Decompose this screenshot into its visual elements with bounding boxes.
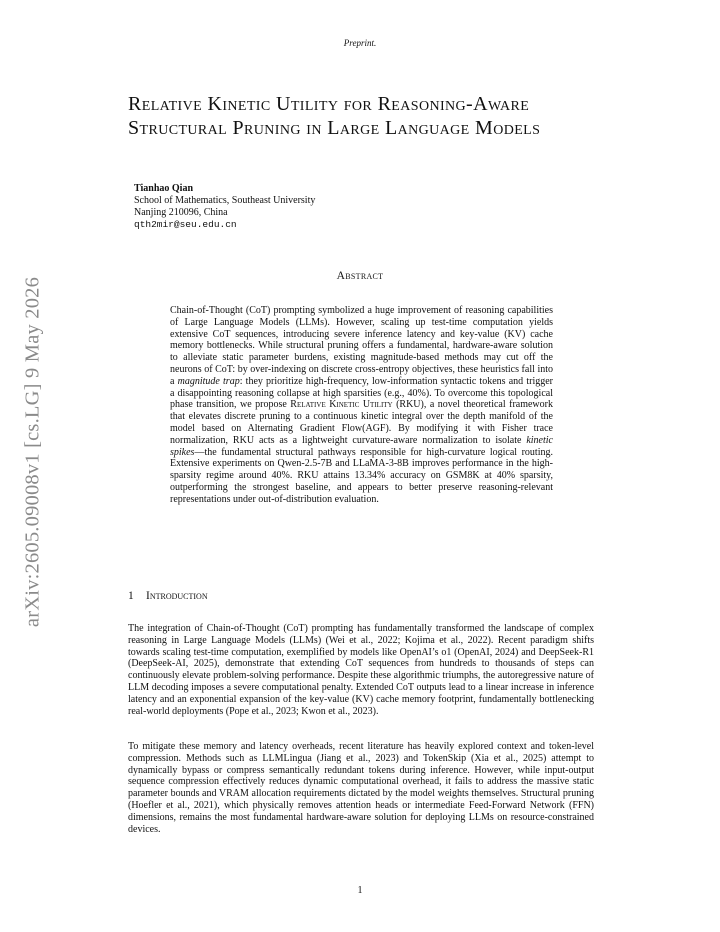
abstract-text-part: Chain-of-Thought (CoT) prompting symbolized a huge improvement of reasoning capabilities of Large Language Models (LLMs). However, scaling up test-time computation yields extensive CoT sequences, introducing severe inference latency and key-value (KV) cache memory bottlenecks. While structural pruning offers a fundamental, hardware-aware solution to alleviate static parameter burdens, existing magnitude-based methods may cut off the neurons of CoT: by over-indexing on discrete cross-entropy objectives, these heuristics fall into a [170,305,553,387]
paper-title: Relative Kinetic Utility for Reasoning-Aware Structural Pruning in Large Language Models [128,93,541,139]
abstract-heading: Abstract [336,270,384,282]
method-name: Relative Kinetic Utility [290,399,393,411]
running-header: Preprint. [343,38,377,48]
intro-paragraph-1: The integration of Chain-of-Thought (CoT) prompting has fundamentally transformed the landscape of complex reasoning in Large Language Models (LLMs) (Wei et al., 2022; Kojima et al., 2022). Recent paradigm shifts towards scaling test-time computation, exemplified by models like OpenAI’s o1 (OpenAI, 2024) and DeepSeek-R1 (DeepSeek-AI, 2025), demonstrate that extending CoT sequences from hundreds to thousands of steps can continuously elevate problem-solving performance. Despite these algorithmic triumphs, the autoregressive nature of LLM decoding imposes a severe computational penalty. Extended CoT outputs lead to a linear increase in inference latency and an exponential expansion of the key-value (KV) cache memory footprint, fundamentally bottlenecking real-world deployments (Pope et al., 2023; Kwon et al., 2023). [128,623,594,717]
abstract-italic-term: kinetic spikes [170,434,553,458]
abstract-text-part: —the fundamental structural pathways responsible for high-curvature logical routing. Extensive experiments on Qwen-2.5-7B and LLaMA-3-8B improves performance in the high-sparsity regime around 40%. RKU attains 13.34% accuracy on GSM8K at 40% sparsity, outperforming the strongest baseline, and appears to better preserve reasoning-relevant representations under out-of-distribution evaluation. [170,446,553,505]
page-number: 1 [357,885,363,896]
author-affiliation: School of Mathematics, Southeast University [134,195,316,206]
abstract-text-part: : they prioritize high-frequency, low-information syntactic tokens and trigger a disappointing reasoning collapse at high sparsities (e.g., 40%). To overcome this topological phase transition, we propose [170,375,553,411]
author-name: Tianhao Qian [134,183,194,194]
author-block [134,183,315,231]
arxiv-identifier-text: arXiv:2605.09008v1 [cs.LG] 9 May 2026 [21,276,44,628]
author-email[interactable]: qth2mir@seu.edu.cn [134,219,237,230]
author-address: Nanjing 210096, China [134,207,228,218]
abstract-text-part: (RKU), a novel theoretical framework that elevates discrete pruning to a continuous kinetic integral over the depth manifold of the model based on Alternating Gradient Flow(AGF). By modifying it with Fisher trace normalization, RKU acts as a lightweight curvature-aware normalization to isolate [170,399,553,446]
section-heading-introduction [128,590,208,602]
intro-paragraph-2: To mitigate these memory and latency overheads, recent literature has heavily explored context and token-level compression. Methods such as LLMLingua (Jiang et al., 2023) and TokenSkip (Xia et al., 2025) attempt to dynamically bypass or compress semantically redundant tokens during inference. However, while input-output sequence compression effectively reduces dynamic computational overhead, it fails to address the massive static parameter bounds and VRAM allocation requirements dictated by the model weights themselves. Structural pruning (Hoefler et al., 2021), which physically removes attention heads or intermediate Feed-Forward Network (FFN) dimensions, remains the most fundamental hardware-aware solution for deploying LLMs on resource-constrained devices. [128,741,594,835]
abstract-body [170,305,553,506]
abstract-italic-term: magnitude trap [177,375,240,387]
section-number: 1 [128,590,134,602]
arxiv-identifier-stamp [8,262,58,642]
section-title: Introduction [146,590,208,602]
